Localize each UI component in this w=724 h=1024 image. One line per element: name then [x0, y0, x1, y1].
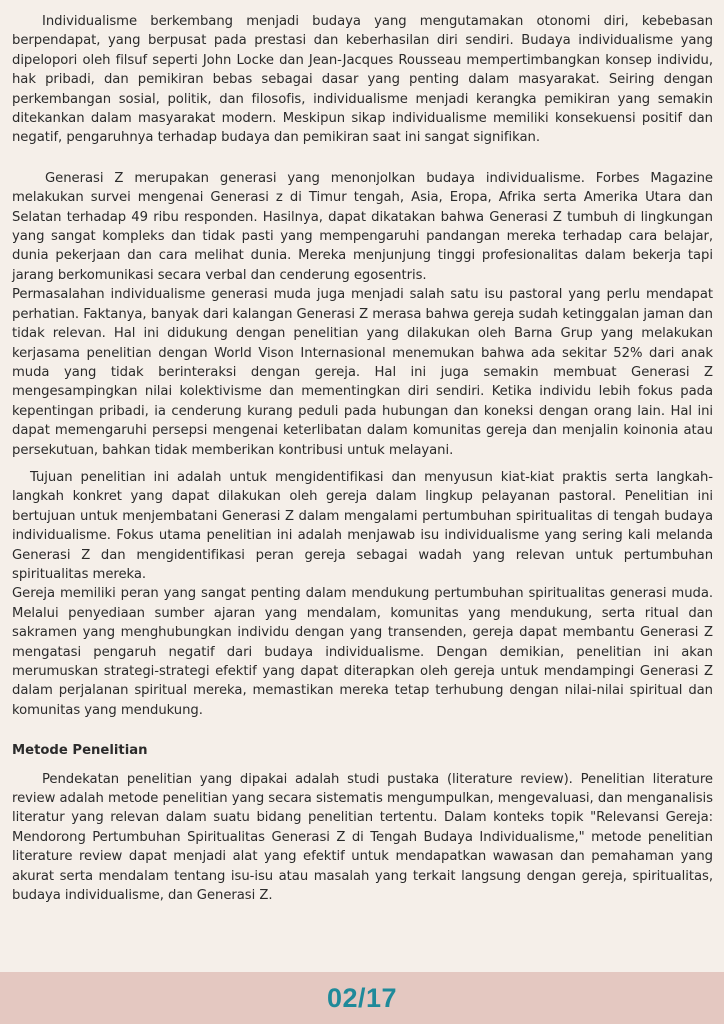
section-heading: Metode Penelitian: [12, 743, 148, 759]
paragraph-research-method: Pendekatan penelitian yang dipakai adalah studi pustaka (literature review). Penelitian literature review adalah metode penelitian yang secara sistematis mengumpulkan, mengevaluasi, dan menganalisis literatur yang relevan dalam suatu bidang penelitian tertentu. Dalam konteks topik "Relevansi Gereja: Mendorong Pertumbuhan Spiritualitas Generasi Z di Tengah Budaya Individualisme," metode penelitian literature review dapat menjadi alat yang efektif untuk mendapatkan wawasan dan pemahaman yang akurat serta mendalam tentang isu-isu atau masalah yang terkait langsung dengan gereja, spiritualitas, budaya individualisme, dan Generasi Z.: [12, 771, 713, 904]
document-body: [12, 12, 713, 905]
paragraph-individualism-intro: Individualisme berkembang menjadi budaya yang mengutamakan otonomi diri, kebebasan berpendapat, yang berpusat pada prestasi dan keberhasilan diri sendiri. Budaya individualisme yang dipelopori oleh filsuf seperti John Locke dan Jean-Jacques Rousseau mempertimbangkan konsep individu, hak pribadi, dan pemikiran bebas sebagai dasar yang penting dalam masyarakat. Seiring dengan perkembangan sosial, politik, dan filosofis, individualisme menjadi kerangka pemikiran yang semakin ditekankan dalam masyarakat modern. Meskipun sikap individualisme memiliki konsekuensi positif dan negatif, pengaruhnya terhadap budaya dan pemikiran saat ini sangat signifikan.: [12, 14, 713, 146]
paragraph-church-role: Gereja memiliki peran yang sangat penting dalam mendukung pertumbuhan spiritualitas generasi muda. Melalui penyediaan sumber ajaran yang mendalam, komunitas yang mendukung, serta ritual dan sakramen yang menghubungkan individu dengan yang transenden, gereja dapat membantu Generasi Z mengatasi pengaruh negatif dari budaya individualisme. Dengan demikian, penelitian ini akan merumuskan strategi-strategi efektif yang dapat diterapkan oleh gereja untuk mendampingi Generasi Z dalam perjalanan spiritual mereka, memastikan mereka tetap terhubung dengan nilai-nilai spiritual dan komunitas yang mendukung.: [12, 586, 713, 718]
paragraph-pastoral-issue: Permasalahan individualisme generasi muda juga menjadi salah satu isu pastoral yang perlu mendapat perhatian. Faktanya, banyak dari kalangan Generasi Z merasa bahwa gereja sudah ketinggalan jaman dan tidak relevan. Hal ini didukung dengan penelitian yang dilakukan oleh Barna Grup yang melakukan kerjasama penelitian dengan World Vison Internasional menemukan bahwa ada sekitar 52% dari anak muda yang tidak berinteraksi dengan gereja. Hal ini juga semakin membuat Generasi Z mengesampingkan nilai kolektivisme dan mementingkan diri sendiri. Ketika individu lebih fokus pada kepentingan pribadi, ia cenderung kurang peduli pada hubungan dan koneksi dengan orang lain. Hal ini dapat memengaruhi persepsi mengenai keterlibatan dalam komunitas gereja dan menjalin koinonia atau persekutuan, bahkan tidak memberikan kontribusi untuk melayani.: [12, 287, 713, 458]
paragraph-generation-z: Generasi Z merupakan generasi yang menonjolkan budaya individualisme. Forbes Magazine melakukan survei mengenai Generasi z di Timur tengah, Asia, Eropa, Afrika serta Amerika Utara dan Selatan terhadap 49 ribu responden. Hasilnya, dapat dikatakan bahwa Generasi Z tumbuh di lingkungan yang sangat kompleks dan tidak pasti yang mempengaruhi pandangan mereka terhadap cara belajar, dunia pekerjaan dan cara melihat dunia. Mereka menjunjung tinggi profesionalitas dalam bekerja tapi jarang berkomunikasi secara verbal dan cenderung egosentris.: [12, 170, 713, 283]
page-footer: [0, 972, 724, 1024]
paragraph-research-goal: Tujuan penelitian ini adalah untuk mengidentifikasi dan menyusun kiat-kiat praktis serta langkah-langkah konkret yang dapat dilakukan oleh gereja dalam lingkup pelayanan pastoral. Penelitian ini bertujuan untuk menjembatani Generasi Z dalam mengalami pertumbuhan spiritualitas di tengah budaya individualisme. Fokus utama penelitian ini adalah menjawab isu individualisme yang sering kali melanda Generasi Z dan mengidentifikasi peran gereja sebagai wadah yang relevan untuk pertumbuhan spiritualitas mereka.: [12, 469, 713, 582]
page-number: 02/17: [326, 982, 398, 1013]
